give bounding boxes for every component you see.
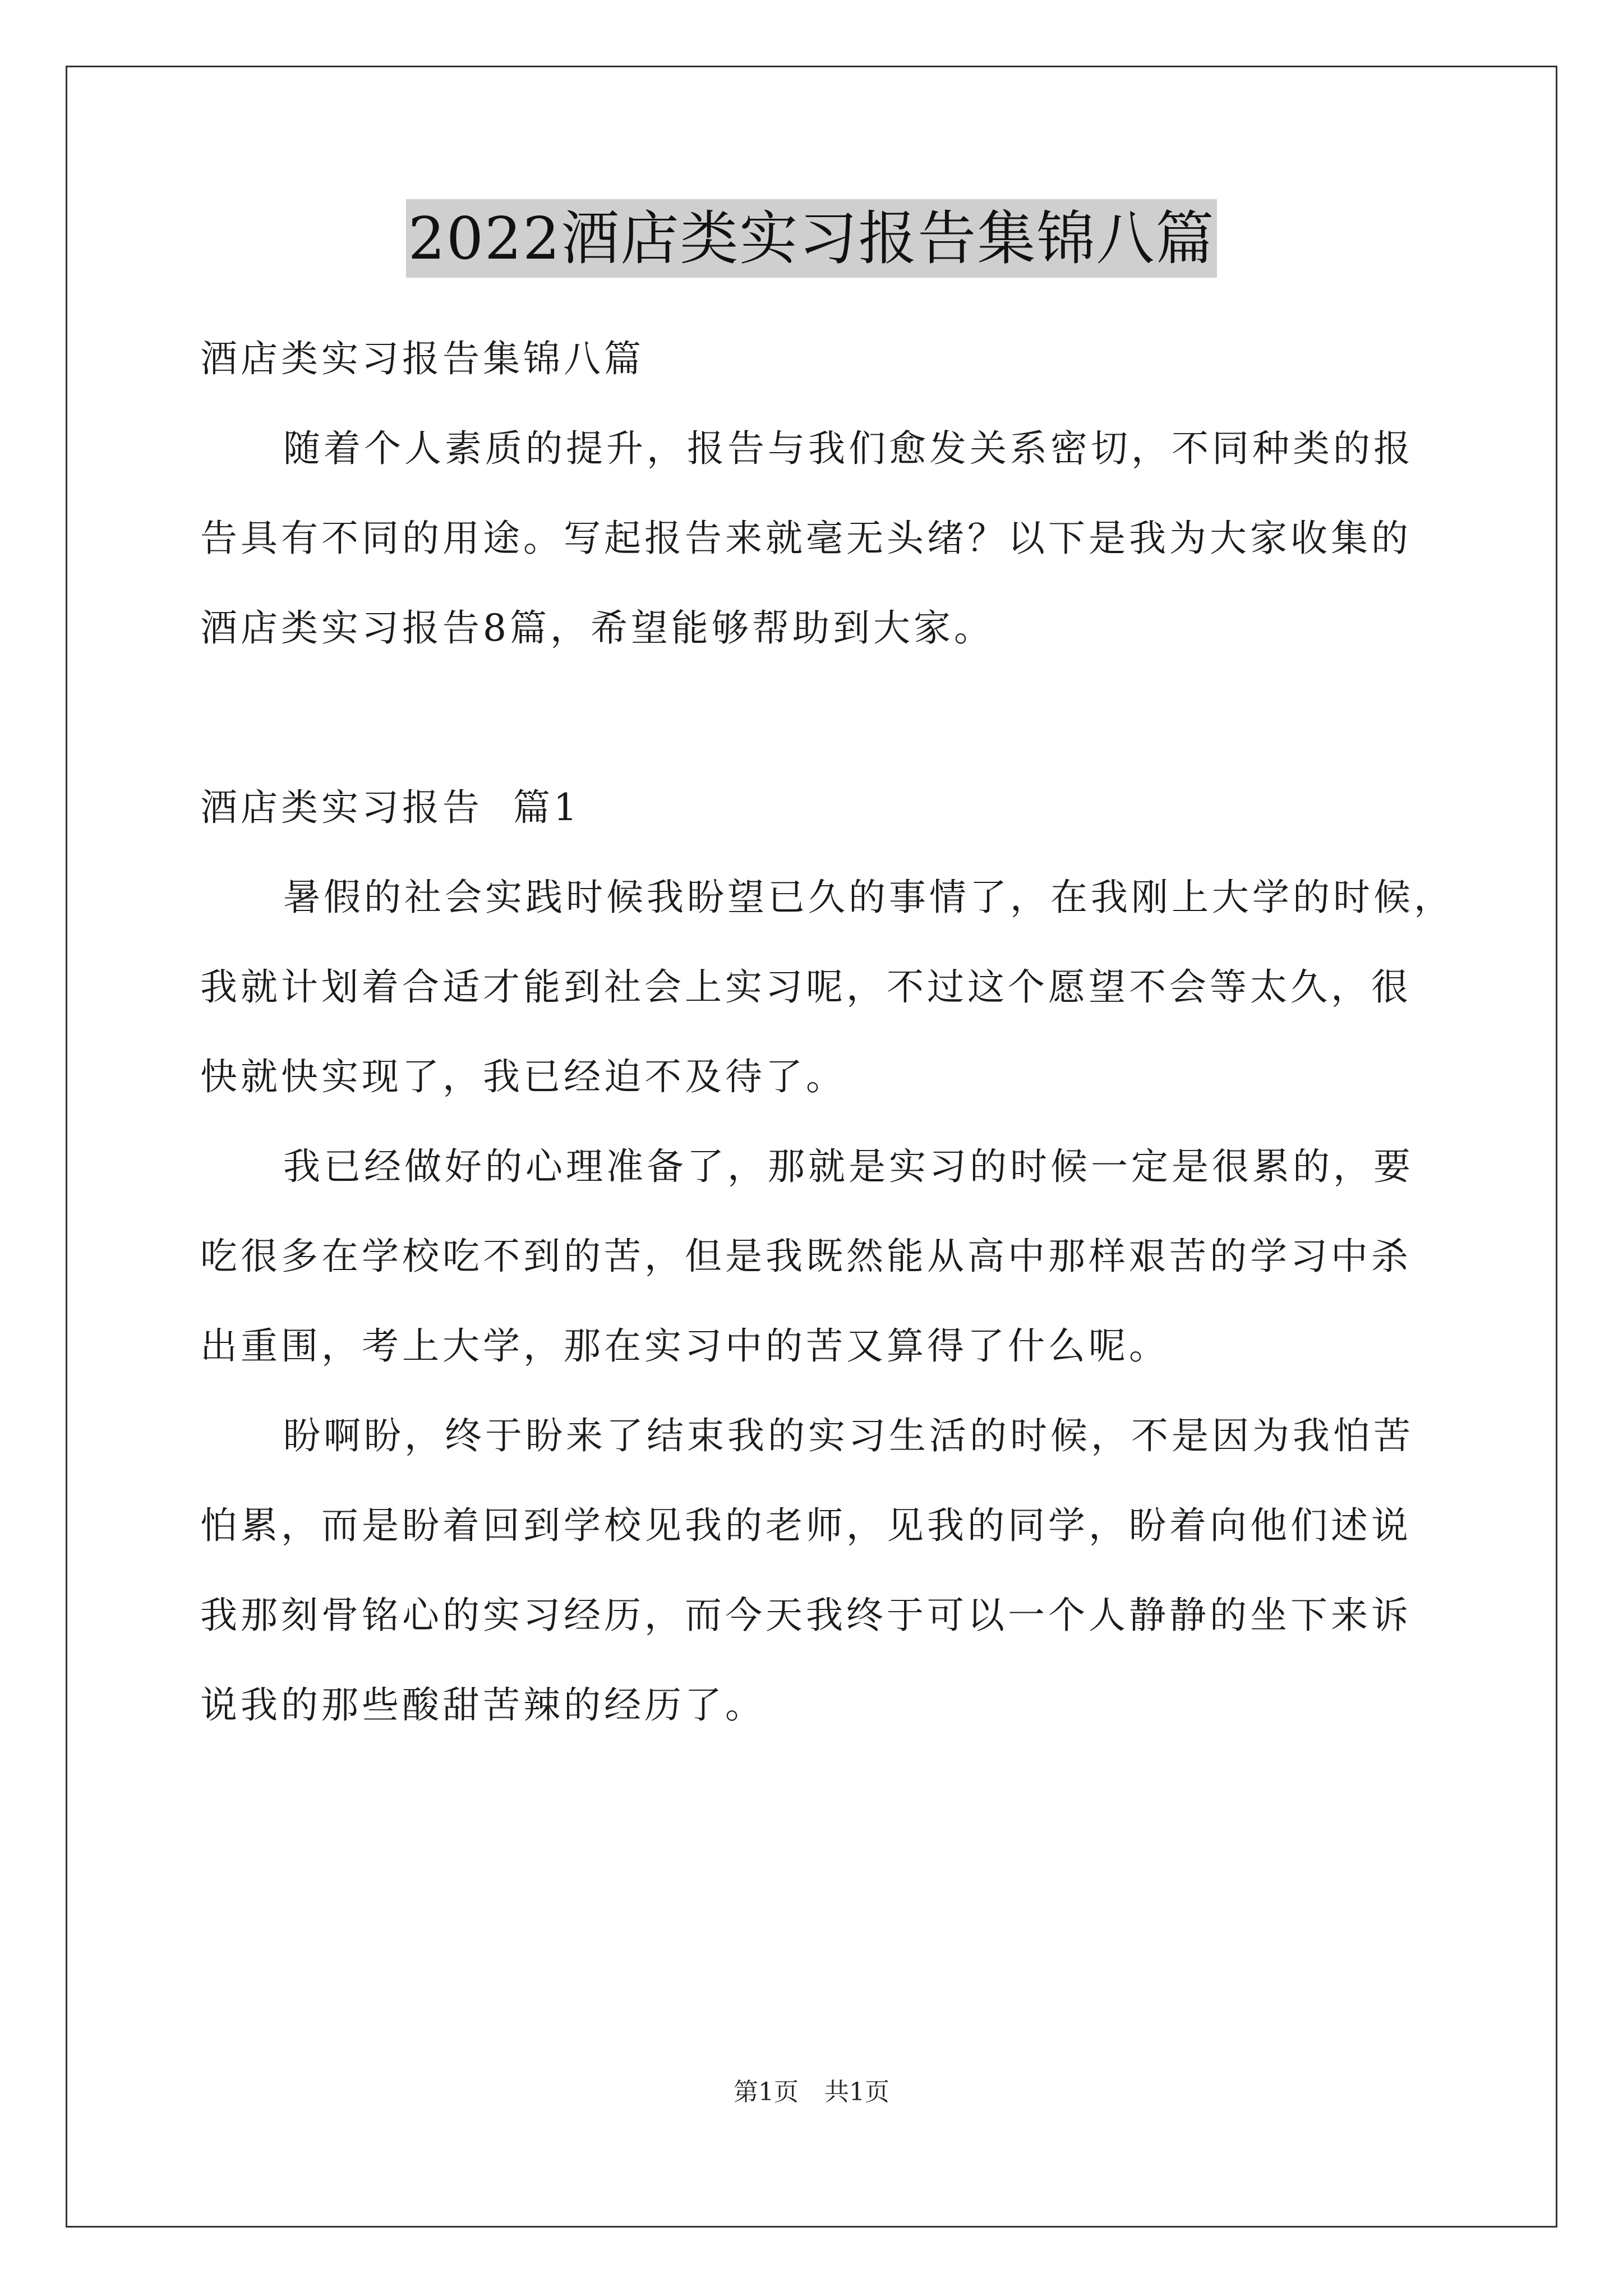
document-subtitle: 酒店类实习报告集锦八篇 — [200, 337, 644, 380]
paragraph-line: 我那刻骨铭心的实习经历，而今天我终于可以一个人静静的坐下来诉 — [200, 1594, 1412, 1637]
paragraph-2 — [200, 1122, 1428, 1391]
page-number: 第1页 — [734, 2078, 799, 2106]
page-footer — [0, 2076, 1623, 2109]
paragraph-line: 我已经做好的心理准备了，那就是实习的时候一定是很累的，要 — [283, 1145, 1414, 1188]
intro-paragraph — [200, 404, 1428, 673]
paragraph-line: 告具有不同的用途。写起报告来就毫无头绪？以下是我为大家收集的 — [200, 517, 1412, 560]
paragraph-3 — [200, 1391, 1428, 1750]
paragraph-line: 说我的那些酸甜苦辣的经历了。 — [200, 1683, 766, 1727]
paragraph-line: 我就计划着合适才能到社会上实习呢，不过这个愿望不会等太久，很 — [200, 965, 1412, 1009]
paragraph-line: 出重围，考上大学，那在实习中的苦又算得了什么呢。 — [200, 1324, 1169, 1368]
paragraph-line: 随着个人素质的提升，报告与我们愈发关系密切，不同种类的报 — [283, 427, 1414, 470]
document-title: 2022酒店类实习报告集锦八篇 — [406, 199, 1218, 278]
paragraph-line: 盼啊盼，终于盼来了结束我的实习生活的时候，不是因为我怕苦 — [283, 1414, 1414, 1457]
document-body — [200, 314, 1454, 1750]
paragraph-line: 暑假的社会实践时候我盼望已久的事情了，在我刚上大学的时候， — [283, 876, 1454, 919]
page-total: 共1页 — [824, 2078, 889, 2106]
paragraph-line: 酒店类实习报告8篇，希望能够帮助到大家。 — [200, 606, 994, 650]
section-spacer — [200, 673, 1428, 763]
paragraph-1 — [200, 853, 1454, 1122]
paragraph-line: 吃很多在学校吃不到的苦，但是我既然能从高中那样艰苦的学习中杀 — [200, 1235, 1412, 1278]
title-container — [0, 199, 1623, 278]
paragraph-line: 快就快实现了，我已经迫不及待了。 — [200, 1055, 846, 1098]
section-heading: 酒店类实习报告 篇1 — [200, 786, 580, 829]
paragraph-line: 怕累，而是盼着回到学校见我的老师，见我的同学，盼着向他们述说 — [200, 1504, 1412, 1547]
